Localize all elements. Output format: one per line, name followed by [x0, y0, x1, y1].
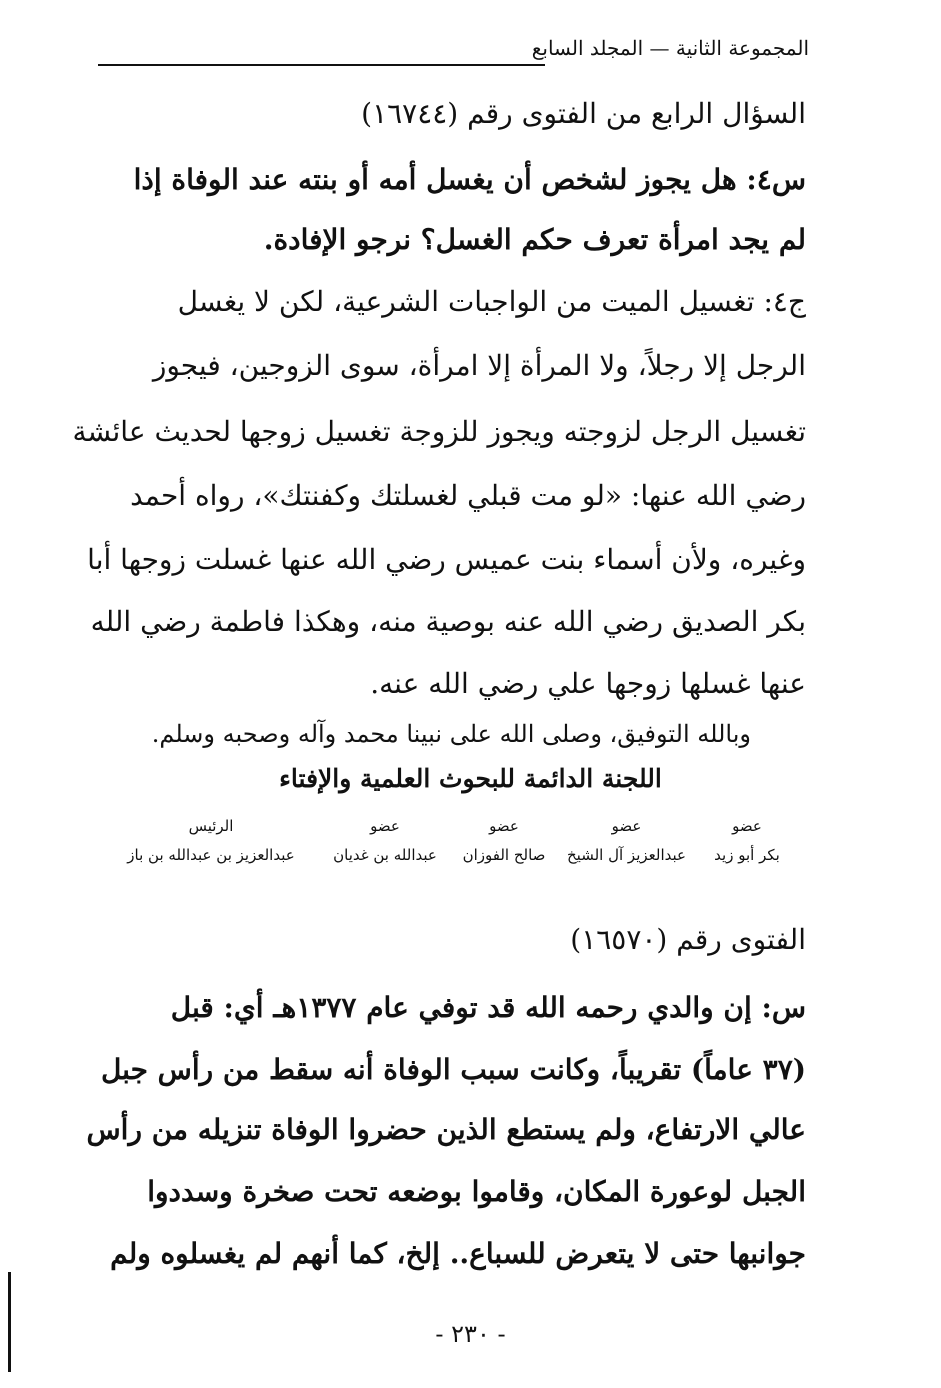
question2-line-1: س: إن والدي رحمه الله قد توفي عام ١٣٧٧هـ أي: قبل	[170, 991, 806, 1024]
fatwa-title-1: السؤال الرابع من الفتوى رقم (١٦٧٤٤)	[361, 97, 806, 130]
scan-edge-mark	[8, 1272, 11, 1372]
signatory-1	[692, 812, 802, 869]
signatory-role: الرئيس	[188, 817, 234, 835]
answer-line-7: عنها غسلها زوجها علي رضي الله عنه.	[370, 667, 806, 700]
page-number: - ٢٣٠ -	[435, 1320, 506, 1348]
answer-line-6: بكر الصديق رضي الله عنه بوصية منه، وهكذا فاطمة رضي الله	[90, 605, 806, 638]
signatory-role: عضو	[611, 817, 642, 835]
question-line-1: س٤: هل يجوز لشخص أن يغسل أمه أو بنته عند الوفاة إذا	[133, 163, 806, 196]
signatory-role: عضو	[732, 817, 762, 835]
signatory-name: صالح الفوزان	[462, 845, 546, 864]
answer-line-5: وغيره، ولأن أسماء بنت عميس رضي الله عنها غسلت زوجها أبا	[87, 543, 806, 576]
answer-line-3: تغسيل الرجل لزوجته ويجوز للزوجة تغسيل زوجها لحديث عائشة	[72, 415, 806, 448]
signatory-role: عضو	[489, 817, 519, 835]
signatory-3	[454, 812, 554, 869]
signatory-2	[559, 812, 694, 869]
answer-line-4: رضي الله عنها: «لو مت قبلي لغسلتك وكفنتك»، رواه أحمد	[130, 479, 806, 512]
signatory-5	[112, 812, 310, 869]
closing-line: وبالله التوفيق، وصلى الله على نبينا محمد وآله وصحبه وسلم.	[151, 720, 751, 748]
signatory-4	[320, 812, 450, 869]
signatory-name: عبدالله بن غديان	[333, 845, 437, 864]
answer-line-1: ج٤: تغسيل الميت من الواجبات الشرعية، لكن لا يغسل	[177, 285, 806, 318]
question2-line-3: عالي الارتفاع، ولم يستطع الذين حضروا الوفاة تنزيله من رأس	[86, 1113, 806, 1146]
signatory-role: عضو	[370, 817, 400, 835]
running-header: المجموعة الثانية — المجلد السابع	[531, 36, 809, 60]
signature-block	[112, 812, 802, 882]
signatory-name: بكر أبو زيد	[714, 845, 780, 864]
committee-title: اللجنة الدائمة للبحوث العلمية والإفتاء	[279, 764, 662, 793]
question2-line-5: جوانبها حتى لا يتعرض للسباع.. إلخ، كما أنهم لم يغسلوه ولم	[110, 1237, 806, 1270]
header-rule	[98, 64, 545, 66]
question2-line-4: الجبل لوعورة المكان، وقاموا بوضعه تحت صخرة وسددوا	[147, 1175, 806, 1208]
fatwa-title-2: الفتوى رقم (١٦٥٧٠)	[570, 923, 806, 956]
question2-line-2: (٣٧ عاماً) تقريباً، وكانت سبب الوفاة أنه سقط من رأس جبل	[100, 1053, 806, 1086]
signatory-name: عبدالعزيز آل الشيخ	[567, 845, 686, 864]
question-line-2: لم يجد امرأة تعرف حكم الغسل؟ نرجو الإفادة.	[263, 223, 806, 256]
signatory-name: عبدالعزيز بن عبدالله بن باز	[127, 845, 295, 864]
answer-line-2: الرجل إلا رجلاً، ولا المرأة إلا امرأة، سوى الزوجين، فيجوز	[152, 349, 806, 382]
